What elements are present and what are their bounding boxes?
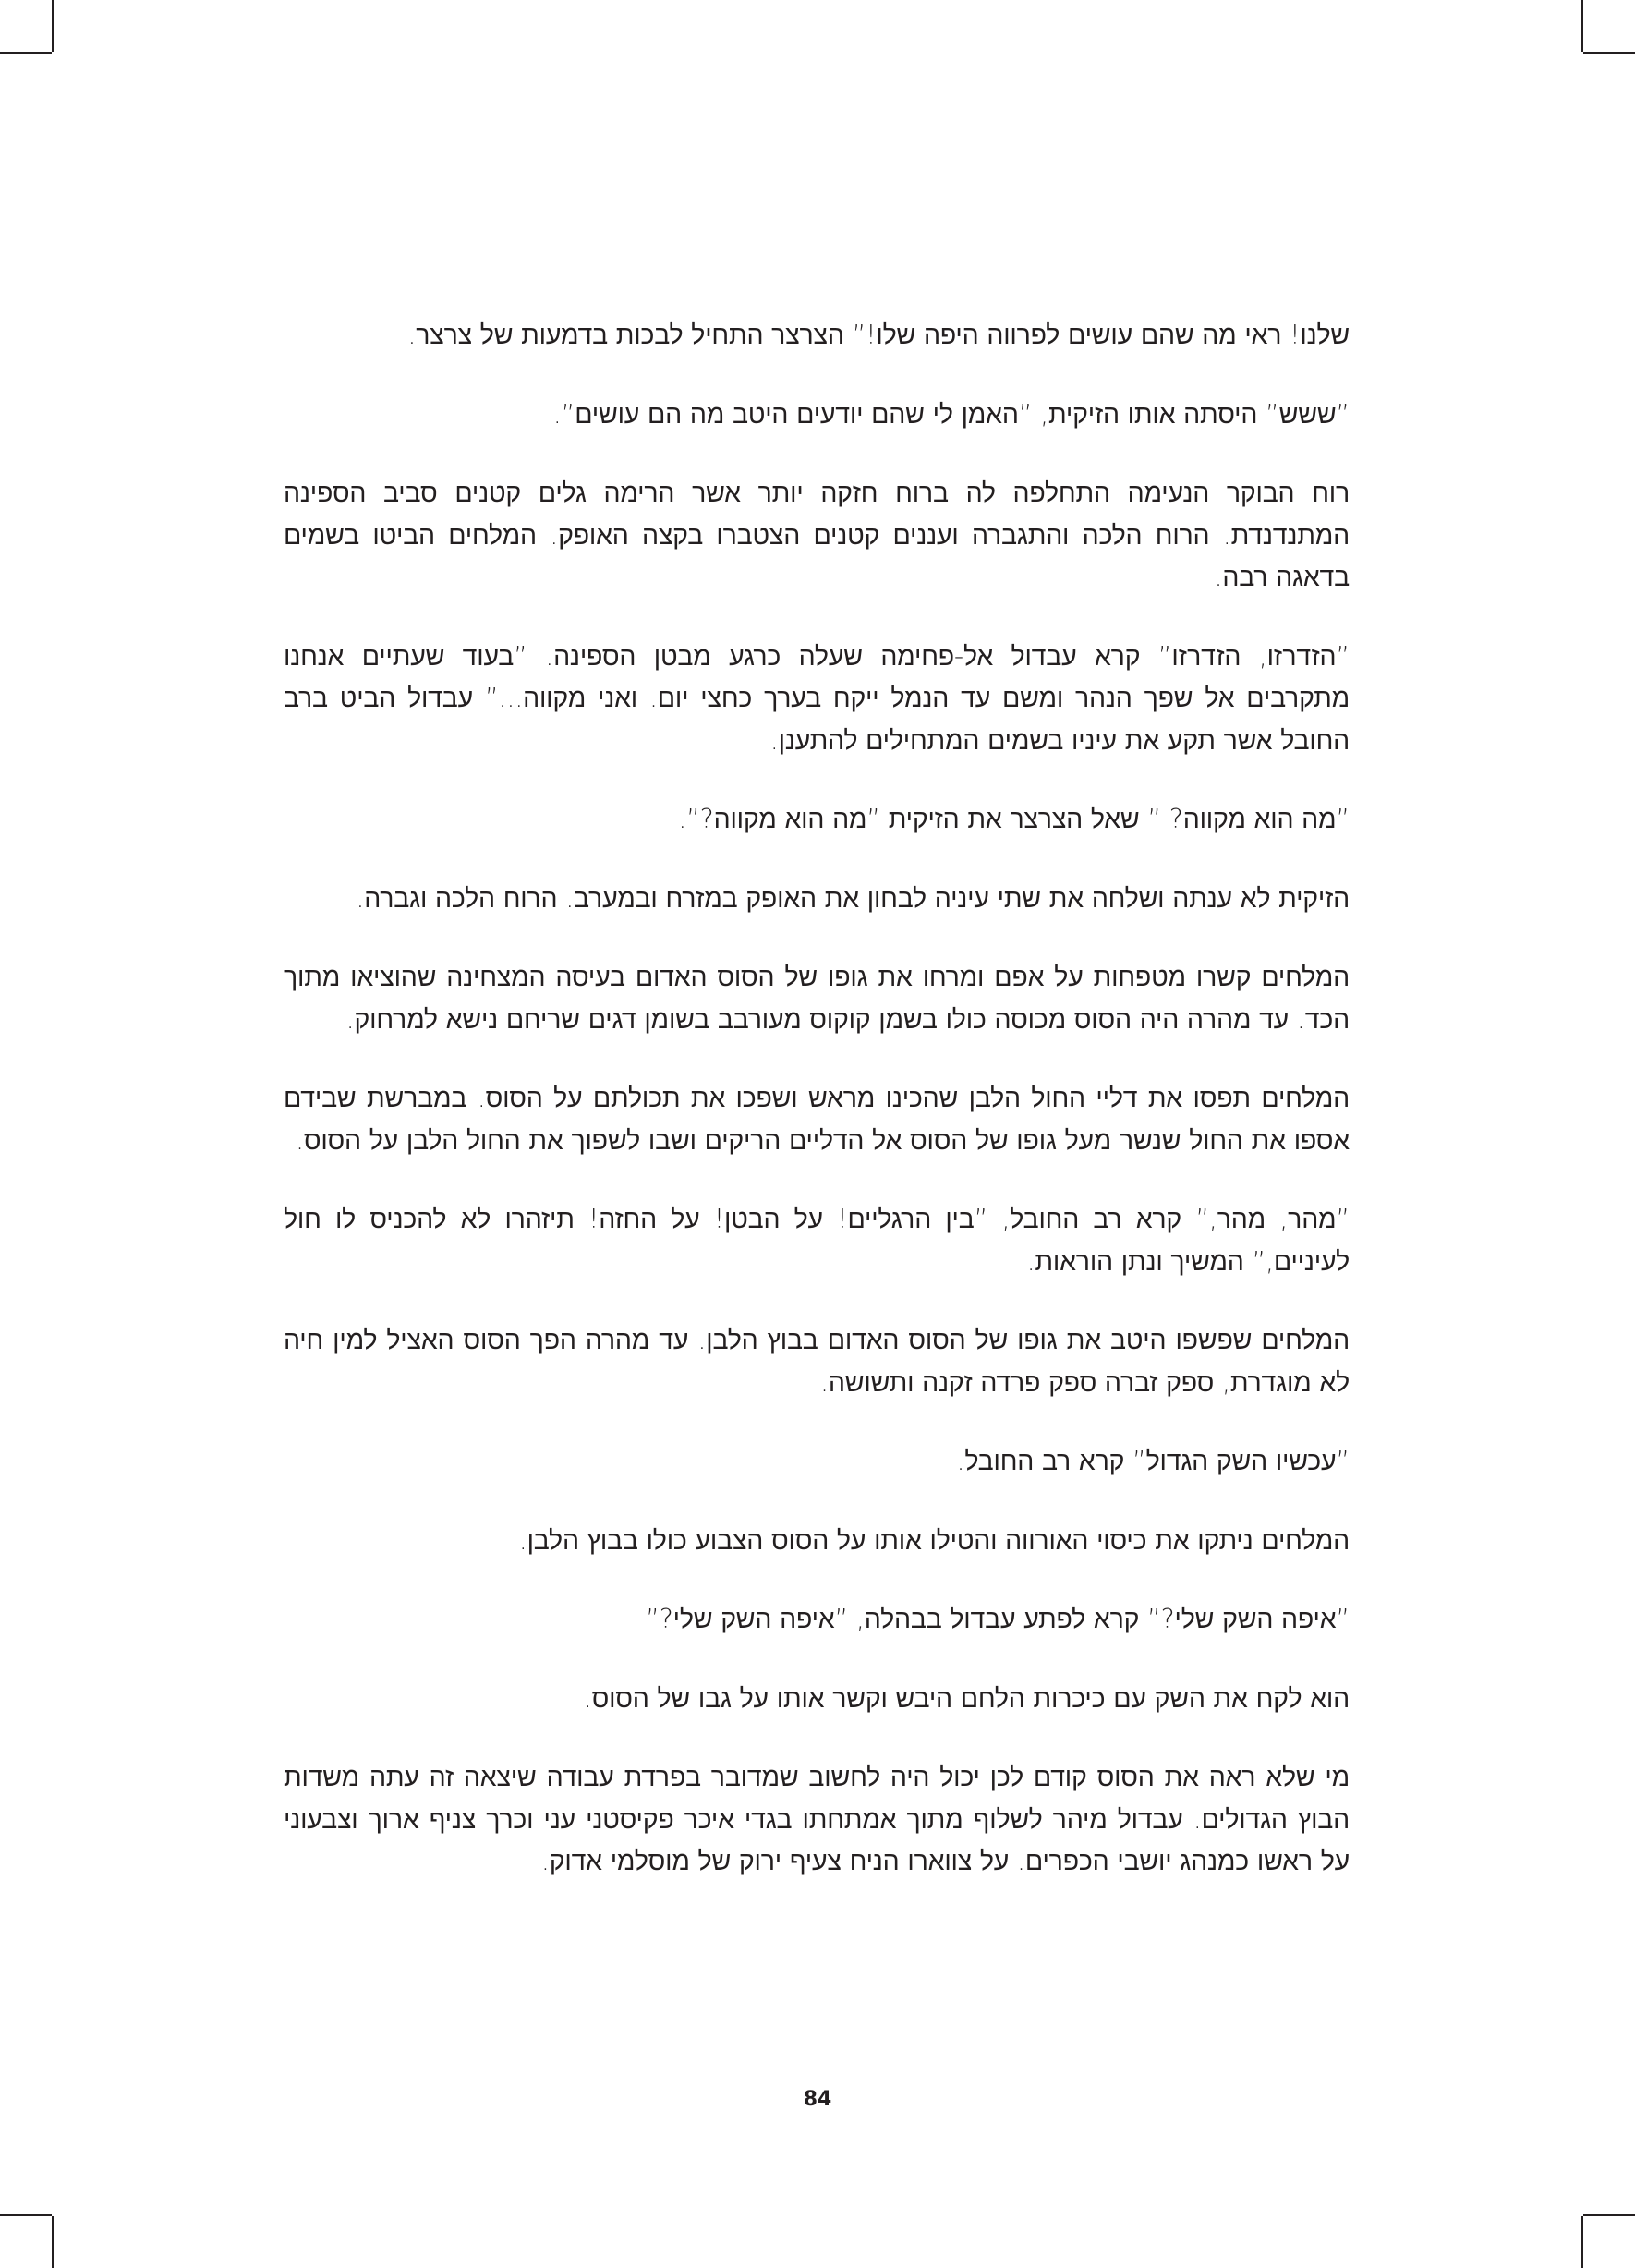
paragraph: ”מהר, מהר,” קרא רב החובל, ”בין הרגליים! על הבטן! על החזה! תיזהרו לא להכניס לו חול לעיניים,” המשיך ונתן הוראות.: [284, 1204, 1350, 1277]
crop-mark-top-left-vertical: [52, 0, 54, 52]
paragraph: ”הזדרזו, הזדרזו” קרא עבדול אל-פחימה שעלה כרגע מבטן הספינה. ”בעוד שעתיים אנחנו מתקרבים אל שפך הנהר ומשם עד הנמל ייקח בערך כחצי יום. ואני מקווה...” עבדול הביט ברב החובל אשר תקע את עיניו בשמים המתחילים להתענן.: [284, 640, 1350, 756]
paragraph: המלחים ניתקו את כיסוי האורווה והטילו אותו על הסוס הצבוע כולו בבוץ הלבן.: [518, 1524, 1350, 1556]
crop-mark-bottom-right-horizontal: [1583, 2214, 1635, 2216]
page-number: 84: [803, 2088, 832, 2111]
paragraph: שלנו! ראי מה שהם עושים לפרווה היפה שלו!” הצרצר התחיל לבכות בדמעות של צרצר.: [407, 320, 1350, 350]
crop-mark-top-left-horizontal: [0, 52, 52, 54]
crop-mark-bottom-left-horizontal: [0, 2214, 52, 2216]
paragraph: הזיקית לא ענתה ושלחה את שתי עיניה לבחון את האופק במזרח ובמערב. הרוח הלכה וגברה.: [356, 882, 1350, 914]
crop-mark-top-right-vertical: [1581, 0, 1583, 52]
crop-mark-bottom-left-vertical: [52, 2216, 54, 2268]
paragraph: מי שלא ראה את הסוס קודם לכן יכול היה לחשוב שמדובר בפרדת עבודה שיצאה זה עתה משדות הבוץ הגדולים. עבדול מיהר לשלוף מתוך אמתחתו בגדי איכר פקיסטני עני וכרך צניף ארוך וצבעוני על ראשו כמנהג יושבי הכפרים. על צווארו הניח צעיף ירוק של מוסלמי אדוק.: [284, 1762, 1350, 1876]
paragraph: הוא לקח את השק עם כיכרות הלחם היבש וקשר אותו על גבו של הסוס.: [583, 1682, 1350, 1714]
paragraph: המלחים תפסו את דליי החול הלבן שהכינו מראש ושפכו את תכולתם על הסוס. במברשת שבידם אספו את החול שנשר מעל גופו של הסוס אל הדליים הריקים ושבו לשפוך את החול הלבן על הסוס.: [284, 1083, 1350, 1156]
paragraph: ”מה הוא מקווה? ” שאל הצרצר את הזיקית ”מה הוא מקווה?”.: [678, 804, 1350, 834]
paragraph: המלחים שפשפו היטב את גופו של הסוס האדום בבוץ הלבן. עד מהרה הפך הסוס האציל למין חיה לא מוגדרת, ספק זברה ספק פרדה זקנה ותשושה.: [284, 1325, 1350, 1398]
crop-mark-top-right-horizontal: [1583, 52, 1635, 54]
body-text: [284, 314, 1350, 1920]
paragraph: המלחים קשרו מטפחות על אפם ומרחו את גופו של הסוס האדום בעיסה המצחינה שהוציאו מתוך הכד. עד מהרה היה הסוס מכוסה כולו בשמן קוקוס מעורבב בשומן דגים שריחם נישא למרחוק.: [284, 962, 1350, 1035]
paragraph: רוח הבוקר הנעימה התחלפה לה ברוח חזקה יותר אשר הרימה גלים קטנים סביב הספינה המתנדנדת. הרוח הלכה והתגברה ועננים קטנים הצטברו בקצה האופק. המלחים הביטו בשמים בדאגה רבה.: [284, 478, 1350, 592]
paragraph: ”ששש” היסתה אותו הזיקית, ”האמן לי שהם יודעים היטב מה הם עושים”.: [552, 398, 1350, 430]
crop-mark-bottom-right-vertical: [1581, 2216, 1583, 2268]
paragraph: ”איפה השק שלי?” קרא לפתע עבדול בבהלה, ”איפה השק שלי?”: [646, 1604, 1350, 1634]
paragraph: ”עכשיו השק הגדול” קרא רב החובל.: [956, 1446, 1350, 1476]
